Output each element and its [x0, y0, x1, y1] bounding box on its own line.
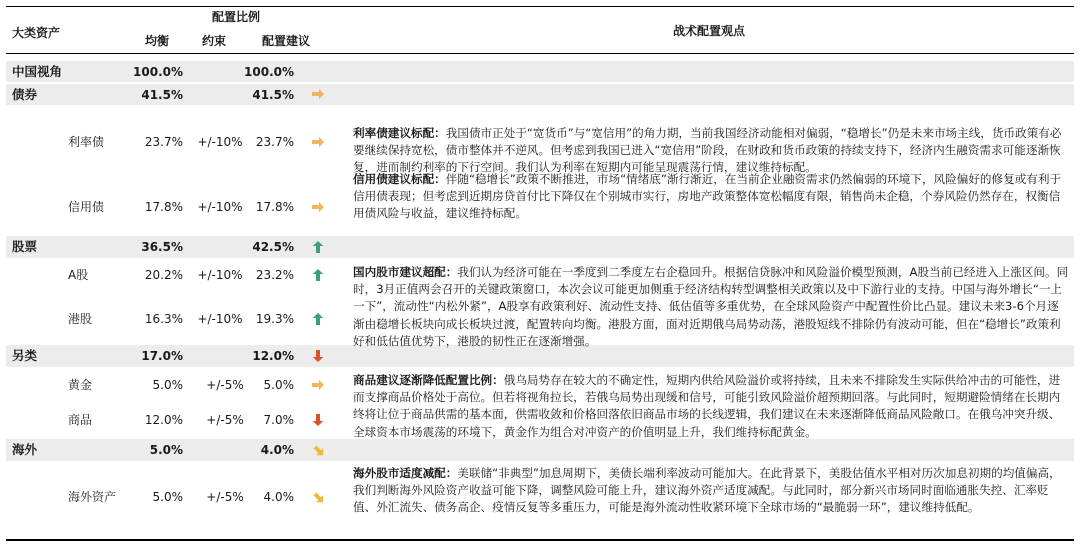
up-arrow-icon: [310, 311, 326, 327]
row-rate-name: 利率债: [68, 135, 105, 149]
row-credit-con: +/-10%: [197, 200, 243, 214]
row-bonds-name: 债券: [12, 87, 38, 102]
header-equilibrium: 均衡: [145, 34, 170, 48]
view-overseas-title: 海外股市适度减配：: [353, 466, 458, 480]
down-arrow-icon: [310, 412, 326, 428]
header-constraint: 约束: [202, 34, 227, 48]
row-gold-sug: 5.0%: [263, 378, 294, 392]
right-arrow-icon: [310, 134, 326, 150]
view-rate-title: 利率债建议标配：: [353, 126, 446, 140]
row-bonds-sug: 41.5%: [252, 88, 294, 102]
up-arrow-icon: [310, 267, 326, 283]
row-gold-con: +/-5%: [206, 378, 244, 392]
row-overseas-assets-con: +/-5%: [206, 490, 244, 504]
rule-header-bottom: [6, 53, 1074, 54]
view-rate-body: 我国债市正处于“宽货币”与“宽信用”的角力期，当前我国经济动能相对偏弱，“稳增长”仍是未来市场主线，货币政策有必要继续保持宽松，债市整体并不逆风。但考虑到我国已进入“宽信用”阶段，在财政和货币政策的持续支持下，经济内生融资需求可能逐渐恢复，进而制约利率的下行空间。我们认为利率在短期内可能呈现震荡行情，建议维持标配。: [353, 126, 1062, 175]
view-commodity-body: 俄乌局势存在较大的不确定性，短期内供给风险溢价或将持续，且未来不排除发生实际供给冲击的可能性，进而支撑商品价格处于高位。但若将视角拉长，若俄乌局势出现缓和信号，可能引致风险溢价超预期回落。与此同时，短期避险情绪在长期内终将让位于商品供需的基本面，供需收敛和价格回落依旧商品市场的长线逻辑，我们建议在未来逐渐降低商品风险敞口。在俄乌冲突升级、全球资本市场震荡的环境下，黄金作为组合对冲资产的价值明显上升，我们维持标配黄金。: [353, 373, 1061, 439]
header-allocation-suggestion: 配置建议: [262, 34, 311, 48]
header-tactical-view: 战术配置观点: [673, 24, 746, 38]
row-rate-con: +/-10%: [197, 135, 243, 149]
up-arrow-icon: [310, 239, 326, 255]
view-equity-title: 国内股市建议超配：: [353, 265, 458, 279]
view-commodity-title: 商品建议逐渐降低配置比例：: [353, 373, 504, 387]
right-arrow-icon: [310, 86, 326, 102]
row-overseas-assets-sug: 4.0%: [263, 490, 294, 504]
row-a-share-con: +/-10%: [197, 268, 243, 282]
row-credit-eq: 17.8%: [144, 200, 183, 214]
row-hk-share-con: +/-10%: [197, 312, 243, 326]
row-rate-eq: 23.7%: [144, 135, 183, 149]
view-credit-title: 信用债建议标配：: [353, 172, 446, 186]
down-arrow-icon: [310, 348, 326, 364]
row-a-share-eq: 20.2%: [144, 268, 183, 282]
rule-bottom: [6, 539, 1074, 541]
row-gold-eq: 5.0%: [152, 378, 183, 392]
row-stocks-sug: 42.5%: [252, 240, 294, 254]
right-arrow-icon: [310, 377, 326, 393]
row-alternative-eq: 17.0%: [141, 349, 183, 363]
row-overseas-name: 海外: [12, 442, 38, 457]
view-credit-bonds: [353, 171, 1069, 223]
row-alternative-name: 另类: [12, 348, 38, 363]
row-stocks-name: 股票: [12, 239, 38, 254]
row-rate-sug: 23.7%: [255, 135, 294, 149]
down-right-arrow-icon: [310, 442, 326, 458]
down-right-arrow-icon: [310, 489, 326, 505]
row-credit-name: 信用债: [68, 200, 105, 214]
row-commodity-name: 商品: [68, 413, 93, 427]
row-overseas-assets-eq: 5.0%: [152, 490, 183, 504]
row-a-share-name: A股: [68, 268, 89, 282]
row-commodity-sug: 7.0%: [263, 413, 294, 427]
row-gold-name: 黄金: [68, 378, 93, 392]
row-china-sug: 100.0%: [244, 65, 294, 79]
row-hk-share-sug: 19.3%: [255, 312, 294, 326]
row-commodity-con: +/-5%: [206, 413, 244, 427]
header-asset-class: 大类资产: [12, 26, 61, 40]
row-credit-sug: 17.8%: [255, 200, 294, 214]
view-rate-bonds: [353, 125, 1069, 177]
row-commodity-eq: 12.0%: [144, 413, 183, 427]
row-china-eq: 100.0%: [133, 65, 183, 79]
right-arrow-icon: [310, 199, 326, 215]
view-equity-body: 我们认为经济可能在一季度到二季度左右企稳回升。根据信贷脉冲和风险溢价模型预测，A股当前已经进入上涨区间。同时，3月正值两会召开的关键政策窗口，本次会议可能更加侧重于经济结构转型调整相关政策以及中下游行业的支持。中国与海外增长“一上一下”，流动性“内松外紧”，A股享有政策利好、流动性支持、低估值等多重优势，在全球风险资产中配置性价比凸显。建议未来3-6个月逐渐由稳增长板块向成长板块过渡，配置转向均衡。港股方面，面对近期俄乌局势动荡，港股短线不排除仍有波动可能，但在“稳增长”政策利好和低估值优势下，港股的韧性正在逐渐增强。: [353, 265, 1069, 348]
row-hk-share-eq: 16.3%: [144, 312, 183, 326]
view-equity: [353, 264, 1069, 350]
row-a-share-sug: 23.2%: [255, 268, 294, 282]
view-overseas-body: 美联储“非典型”加息周期下，美债长端利率波动可能加大。在此背景下，美股估值水平相对历次加息初期的均值偏高，我们判断海外风险资产收益可能下降，调整风险可能上升，建议海外资产适度减配。与此同时，部分新兴市场同时面临通胀失控、汇率贬值、外汇流失、债务高企、疫情反复等多重压力，可能是海外流动性收紧环境下全球市场的“最脆弱一环”，建议维持低配。: [353, 466, 1061, 515]
row-overseas-assets-name: 海外资产: [68, 490, 117, 504]
view-credit-body: 伴随“稳增长”政策不断推进，市场“情绪底”渐行渐近，在当前企业融资需求仍然偏弱的环境下，风险偏好的修复或有利于信用债表现；但考虑到近期房贷首付比下降仅在个别城市实行，房地产政策整体宽松幅度有限，销售尚未企稳，个券风险仍然存在，权衡信用债风险与收益，建议维持标配。: [353, 172, 1062, 221]
row-overseas-sug: 4.0%: [260, 443, 294, 457]
rule-top: [6, 6, 1074, 7]
view-overseas: [353, 465, 1069, 517]
view-commodity: [353, 372, 1069, 441]
row-alternative-sug: 12.0%: [252, 349, 294, 363]
row-overseas-eq: 5.0%: [149, 443, 183, 457]
row-bonds-eq: 41.5%: [141, 88, 183, 102]
header-allocation-ratio: 配置比例: [212, 10, 261, 24]
row-china-name: 中国视角: [12, 64, 63, 79]
row-stocks-eq: 36.5%: [141, 240, 183, 254]
row-hk-share-name: 港股: [68, 312, 93, 326]
